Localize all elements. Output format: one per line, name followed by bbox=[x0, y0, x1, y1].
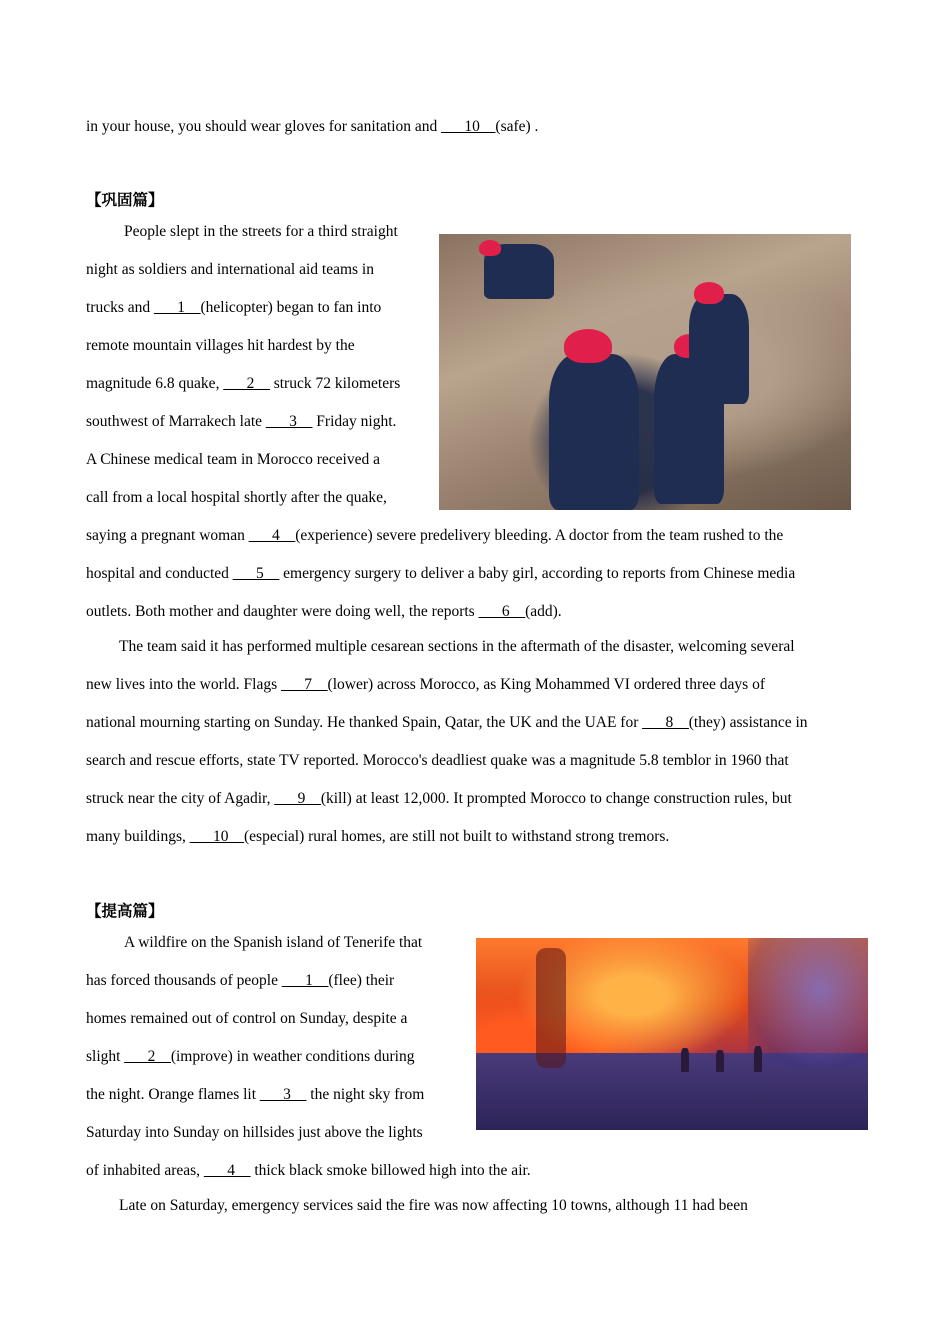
text-span: (experience) severe predelivery bleeding. A doctor from the team rushed to the bbox=[295, 527, 784, 544]
text-line: call from a local hospital shortly after the quake, bbox=[86, 489, 387, 506]
text-line bbox=[86, 412, 396, 432]
text-line bbox=[86, 298, 381, 318]
text-span: (lower) across Morocco, as King Mohammed VI ordered three days of bbox=[327, 676, 765, 693]
text-line: A wildfire on the Spanish island of Tenerife that bbox=[124, 934, 423, 951]
helmet-icon bbox=[694, 282, 724, 304]
text-line bbox=[86, 675, 765, 695]
tree-trunk bbox=[536, 948, 566, 1068]
text-line bbox=[86, 789, 792, 809]
section-heading-consolidate: 【巩固篇】 bbox=[86, 191, 164, 209]
text-span: new lives into the world. Flags bbox=[86, 676, 282, 693]
text-span: the night. Orange flames lit bbox=[86, 1086, 260, 1103]
text-line bbox=[86, 827, 669, 847]
rescuer-figure bbox=[549, 354, 639, 510]
text-span: slight bbox=[86, 1048, 125, 1065]
text-line: A Chinese medical team in Morocco received a bbox=[86, 451, 380, 468]
text-line: Late on Saturday, emergency services said the fire was now affecting 10 towns, although 11 had been bbox=[119, 1197, 748, 1214]
text-span: has forced thousands of people bbox=[86, 972, 282, 989]
rescue-workers-photo bbox=[439, 234, 851, 510]
text-span: outlets. Both mother and daughter were doing well, the reports bbox=[86, 603, 479, 620]
text-span: (add). bbox=[525, 603, 562, 620]
text-line: Saturday into Sunday on hillsides just above the lights bbox=[86, 1124, 423, 1141]
text-span: (they) assistance in bbox=[688, 714, 808, 731]
firefighter-figure bbox=[716, 1050, 724, 1072]
blank-8: ___8__ bbox=[642, 714, 689, 731]
text-span: thick black smoke billowed high into the air. bbox=[250, 1162, 531, 1179]
tree-canopy bbox=[748, 938, 868, 1068]
text-line: The team said it has performed multiple cesarean sections in the aftermath of the disaster, welcoming several bbox=[119, 638, 795, 655]
rescuer-figure bbox=[689, 294, 749, 404]
text-span: trucks and bbox=[86, 299, 155, 316]
text-span: (helicopter) began to fan into bbox=[200, 299, 382, 316]
text-span: emergency surgery to deliver a baby girl, according to reports from Chinese media bbox=[279, 565, 796, 582]
blank-10: ___10__ bbox=[441, 118, 496, 135]
text-span: of inhabited areas, bbox=[86, 1162, 204, 1179]
text-line: night as soldiers and international aid teams in bbox=[86, 261, 374, 278]
firefighter-figure bbox=[681, 1048, 689, 1072]
text-line bbox=[86, 1047, 414, 1067]
blank-3: ___3__ bbox=[259, 1086, 307, 1103]
text-line bbox=[86, 713, 808, 733]
blank-5: ___5__ bbox=[232, 565, 280, 582]
blank-9: ___9__ bbox=[274, 790, 321, 807]
text-span: (improve) in weather conditions during bbox=[170, 1048, 415, 1065]
text-line: People slept in the streets for a third straight bbox=[124, 223, 398, 240]
text-span: (safe) . bbox=[495, 118, 539, 135]
text-line: homes remained out of control on Sunday, despite a bbox=[86, 1010, 408, 1027]
blank-2: ___2__ bbox=[223, 375, 270, 392]
text-line bbox=[86, 971, 394, 991]
blank-4: ___4__ bbox=[248, 527, 296, 544]
text-span: magnitude 6.8 quake, bbox=[86, 375, 224, 392]
text-span: struck near the city of Agadir, bbox=[86, 790, 275, 807]
blank-3: ___3__ bbox=[265, 413, 313, 430]
text-span: Friday night. bbox=[312, 413, 397, 430]
blank-2: ___2__ bbox=[124, 1048, 171, 1065]
section-heading-improve: 【提高篇】 bbox=[86, 902, 164, 920]
text-span: the night sky from bbox=[306, 1086, 425, 1103]
text-line bbox=[86, 1085, 424, 1105]
text-span: national mourning starting on Sunday. He thanked Spain, Qatar, the UK and the UAE for bbox=[86, 714, 643, 731]
helmet-icon bbox=[564, 329, 612, 363]
text-line bbox=[86, 564, 795, 584]
text-line bbox=[86, 117, 538, 137]
blank-1: ___1__ bbox=[154, 299, 201, 316]
wildfire-photo bbox=[476, 938, 868, 1130]
blank-10: ___10__ bbox=[189, 828, 245, 845]
text-line bbox=[86, 374, 400, 394]
firefighter-figure bbox=[754, 1046, 762, 1072]
text-line: remote mountain villages hit hardest by the bbox=[86, 337, 355, 354]
text-line bbox=[86, 1161, 531, 1181]
text-line: search and rescue efforts, state TV reported. Morocco's deadliest quake was a magnitude 5.8 temblor in 1960 that bbox=[86, 752, 789, 769]
blank-7: ___7__ bbox=[281, 676, 328, 693]
text-span: (especial) rural homes, are still not built to withstand strong tremors. bbox=[244, 828, 670, 845]
text-span: struck 72 kilometers bbox=[269, 375, 401, 392]
text-span: (kill) at least 12,000. It prompted Morocco to change construction rules, but bbox=[320, 790, 792, 807]
text-span: (flee) their bbox=[328, 972, 395, 989]
helmet-icon bbox=[479, 240, 501, 256]
text-span: hospital and conducted bbox=[86, 565, 233, 582]
text-line bbox=[86, 526, 783, 546]
text-span: many buildings, bbox=[86, 828, 190, 845]
text-span: in your house, you should wear gloves for sanitation and bbox=[86, 118, 442, 135]
text-span: saying a pregnant woman bbox=[86, 527, 249, 544]
blank-1: ___1__ bbox=[281, 972, 329, 989]
blank-4: ___4__ bbox=[203, 1162, 251, 1179]
text-line bbox=[86, 602, 562, 622]
blank-6: ___6__ bbox=[478, 603, 526, 620]
text-span: southwest of Marrakech late bbox=[86, 413, 266, 430]
